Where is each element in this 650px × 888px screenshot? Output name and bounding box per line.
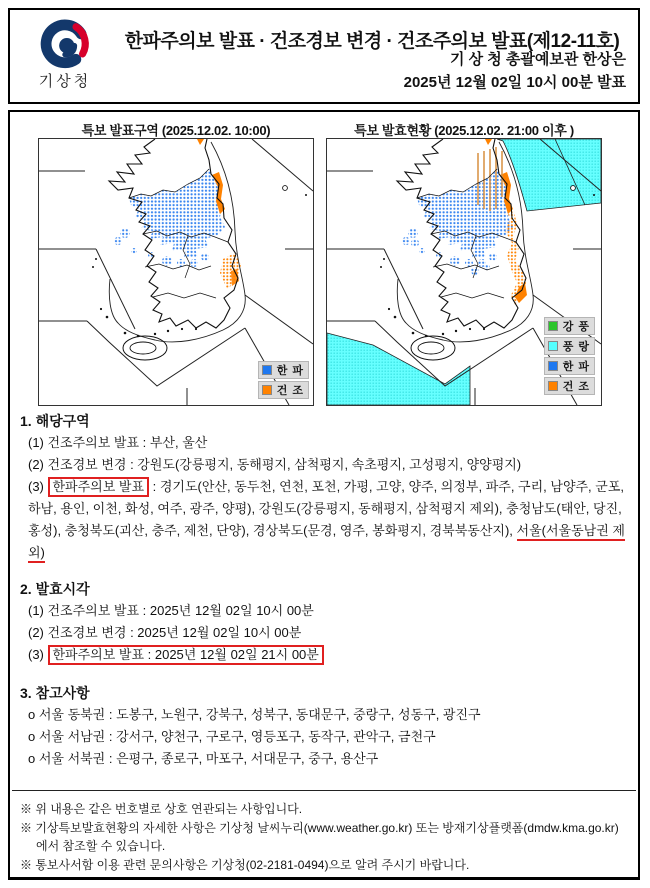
section3-heading: 3. 참고사항: [20, 685, 90, 701]
legend-item-coldwave: [544, 357, 595, 375]
legend-label: 건 조: [276, 384, 304, 397]
section-applicable-areas: [12, 410, 636, 564]
coldwave-swatch: [262, 365, 272, 375]
issuer-block: [404, 48, 626, 95]
legend-item-coldwave: [258, 361, 309, 379]
red-box-annotation: 한파주의보 발표 : 2025년 12월 02일 21시 00분: [48, 645, 324, 665]
footnote-1: ※ 위 내용은 같은 번호별로 상호 연관되는 사항입니다.: [20, 802, 303, 816]
kma-logo: [26, 15, 104, 91]
legend-label: 풍 랑: [562, 340, 590, 353]
section1-heading: 1. 해당구역: [20, 413, 90, 429]
footnotes: [12, 800, 636, 874]
coldwave-swatch: [548, 361, 558, 371]
body: [8, 110, 640, 880]
dry-swatch: [262, 385, 272, 395]
kma-emblem-icon: [36, 15, 94, 69]
footnote-2: ※ 기상특보발효현황의 자세한 사항은 기상청 날씨누리(www.weather.go.kr) 또는 방재기상플랫폼(dmdw.kma.go.kr)에서 참조할 수 있습니다.: [20, 820, 619, 853]
legend-item-strongwind: [544, 317, 595, 335]
legend-label: 강 풍: [562, 320, 590, 333]
legend-label: 한 파: [276, 364, 304, 377]
section1-item-2: (2) 건조경보 변경 : 강원도(강릉평지, 동해평지, 삼척평지, 속초평지, 고성평지, 양양평지): [28, 457, 522, 472]
section3-item-3: o 서울 서북권 : 은평구, 종로구, 마포구, 서대문구, 중구, 용산구: [28, 751, 379, 766]
red-box-annotation: 한파주의보 발표: [48, 477, 150, 497]
header: [8, 8, 640, 104]
section-remarks: [12, 682, 636, 770]
section2-item-3: (3) 한파주의보 발표 : 2025년 12월 02일 21시 00분: [20, 644, 628, 666]
legend-item-dry: [258, 381, 309, 399]
section1-item-3: (3) 한파주의보 발표 : 경기도(안산, 동두천, 연천, 포천, 가평, 고양, 양주, 의정부, 파주, 구리, 남양주, 군포, 하남, 용인, 이천, 화성, 여주, 광주, 양평), 강원도(강릉평지, 동해평지, 삼척평지 제외), 충청남도(태안, 당진, 홍성), 충청북도(괴산, 충주, 제천, 단양), 경상북도(문경, 영주, 봉화평지, 경북북동산지), 서울(서울동남권 제외): [20, 476, 628, 564]
footnote-3: ※ 통보사서함 이용 관련 문의사항은 기상청(02-2181-0494)으로 알려 주시기 바랍니다.: [20, 857, 470, 872]
windwave-swatch: [548, 341, 558, 351]
footnote-divider: [12, 790, 636, 791]
legend-announced: [258, 361, 309, 399]
issuer-line: 기 상 청 총괄예보관 한상은: [449, 50, 626, 68]
map-title-in-effect: 특보 발효현황 (2025.12.02. 21:00 이후 ): [354, 123, 574, 138]
section3-item-1: o 서울 동북권 : 도봉구, 노원구, 강북구, 성북구, 동대문구, 중랑구, 성동구, 광진구: [28, 707, 481, 722]
agency-name: 기상청: [38, 73, 92, 90]
legend-item-windwave: [544, 337, 595, 355]
legend-in-effect: [544, 317, 595, 395]
map-panel-announced: [38, 120, 314, 406]
strongwind-swatch: [548, 321, 558, 331]
map-announced: [38, 138, 314, 406]
issue-datetime: 2025년 12월 02일 10시 00분 발표: [403, 73, 626, 91]
page-title: 한파주의보 발표 · 건조경보 변경 · 건조주의보 발표(제12-11호): [124, 31, 620, 52]
section2-item-2: (2) 건조경보 변경 : 2025년 12월 02일 10시 00분: [28, 625, 302, 640]
text-area: [12, 410, 636, 874]
map-panel-in-effect: [326, 120, 602, 406]
section2-heading: 2. 발효시각: [20, 581, 90, 597]
legend-label: 건 조: [562, 380, 590, 393]
red-underline-annotation: 서울(서울동남권 제외): [28, 523, 625, 563]
section3-item-2: o 서울 서남권 : 강서구, 양천구, 구로구, 영등포구, 동작구, 관악구, 금천구: [28, 729, 436, 744]
legend-item-dry: [544, 377, 595, 395]
section2-item-1: (1) 건조주의보 발표 : 2025년 12월 02일 10시 00분: [28, 603, 314, 618]
map-in-effect: [326, 138, 602, 406]
legend-label: 한 파: [562, 360, 590, 373]
map-title-announced: 특보 발표구역 (2025.12.02. 10:00): [81, 123, 271, 138]
section-effective-times: [12, 578, 636, 666]
dry-swatch: [548, 381, 558, 391]
section1-item-1: (1) 건조주의보 발표 : 부산, 울산: [28, 435, 208, 450]
